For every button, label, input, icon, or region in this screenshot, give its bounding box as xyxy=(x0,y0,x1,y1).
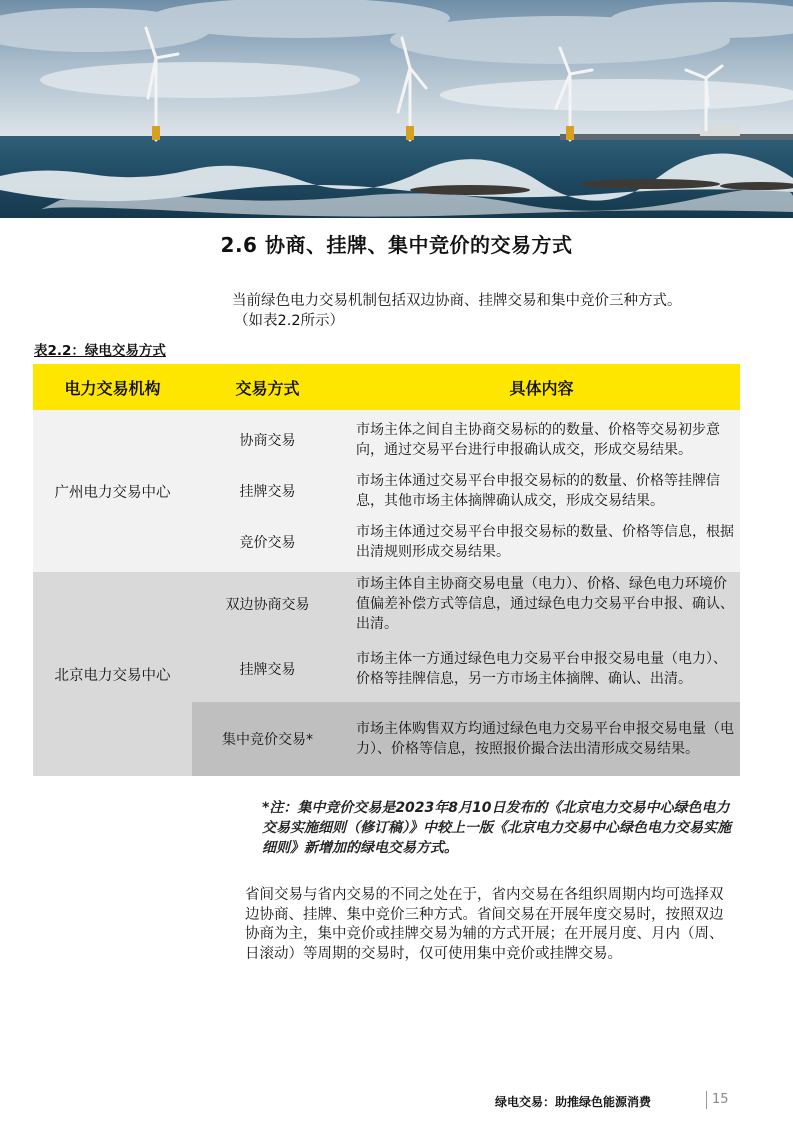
method-cell: 双边协商交易 xyxy=(192,572,343,636)
method-cell: 挂牌交易 xyxy=(192,636,343,702)
method-cell: 协商交易 xyxy=(192,410,343,470)
intro-line-2: （如表2.2所示） xyxy=(234,313,345,329)
header-details: 具体内容 xyxy=(343,364,740,410)
table-footnote: *注：集中竞价交易是2023年8月10日发布的《北京电力交易中心绿色电力交易实施细则（修订稿）》中较上一版《北京电力交易中心绿色电力交易实施细则》新增加的绿电交易方式。 xyxy=(262,800,731,856)
table-row xyxy=(33,410,740,470)
trading-methods-table xyxy=(33,364,740,776)
method-cell: 挂牌交易 xyxy=(192,470,343,512)
description-cell: 市场主体一方通过绿色电力交易平台申报交易电量（电力）、价格等挂牌信息，另一方市场主体摘牌、确认、出清。 xyxy=(343,636,740,702)
table-row xyxy=(33,572,740,636)
description-cell: 市场主体自主协商交易电量（电力）、价格、绿色电力环境价值偏差补偿方式等信息，通过绿色电力交易平台申报、确认、出清。 xyxy=(343,572,740,636)
description-cell: 市场主体之间自主协商交易标的的数量、价格等交易初步意向，通过交易平台进行申报确认成交，形成交易结果。 xyxy=(343,410,740,470)
description-cell: 市场主体通过交易平台申报交易标的的数量、价格等挂牌信息，其他市场主体摘牌确认成交，形成交易结果。 xyxy=(343,470,740,512)
page-number: 15 xyxy=(712,1092,729,1107)
org-beijing: 北京电力交易中心 xyxy=(33,572,192,776)
section-title: 2.6 协商、挂牌、集中竞价的交易方式 xyxy=(220,233,573,257)
org-guangzhou: 广州电力交易中心 xyxy=(33,410,192,572)
hero-photo-wind-turbines xyxy=(0,0,793,218)
footer-divider xyxy=(706,1091,707,1109)
header-method: 交易方式 xyxy=(192,364,343,410)
table-header-row xyxy=(33,364,740,410)
intro-line-1: 当前绿色电力交易机制包括双边协商、挂牌交易和集中竞价三种方式。 xyxy=(232,293,682,309)
description-cell: 市场主体购售双方均通过绿色电力交易平台申报交易电量（电力）、价格等信息，按照报价撮合法出清形成交易结果。 xyxy=(343,702,740,776)
method-cell: 竞价交易 xyxy=(192,512,343,572)
footer-title: 绿电交易：助推绿色能源消费 xyxy=(495,1095,652,1109)
method-cell: 集中竞价交易* xyxy=(192,702,343,776)
header-organization: 电力交易机构 xyxy=(33,364,192,410)
description-cell: 市场主体通过交易平台申报交易标的数量、价格等信息，根据出清规则形成交易结果。 xyxy=(343,512,740,572)
table-caption: 表2.2：绿电交易方式 xyxy=(34,343,166,359)
intro-paragraph xyxy=(232,291,752,331)
body-paragraph: 省间交易与省内交易的不同之处在于，省内交易在各组织周期内均可选择双边协商、挂牌、集中竞价三种方式。省间交易在开展年度交易时，按照双边协商为主，集中竞价或挂牌交易为辅的方式开展；在开展月度、月内（周、日滚动）等周期的交易时，仅可使用集中竞价或挂牌交易。 xyxy=(245,887,724,962)
